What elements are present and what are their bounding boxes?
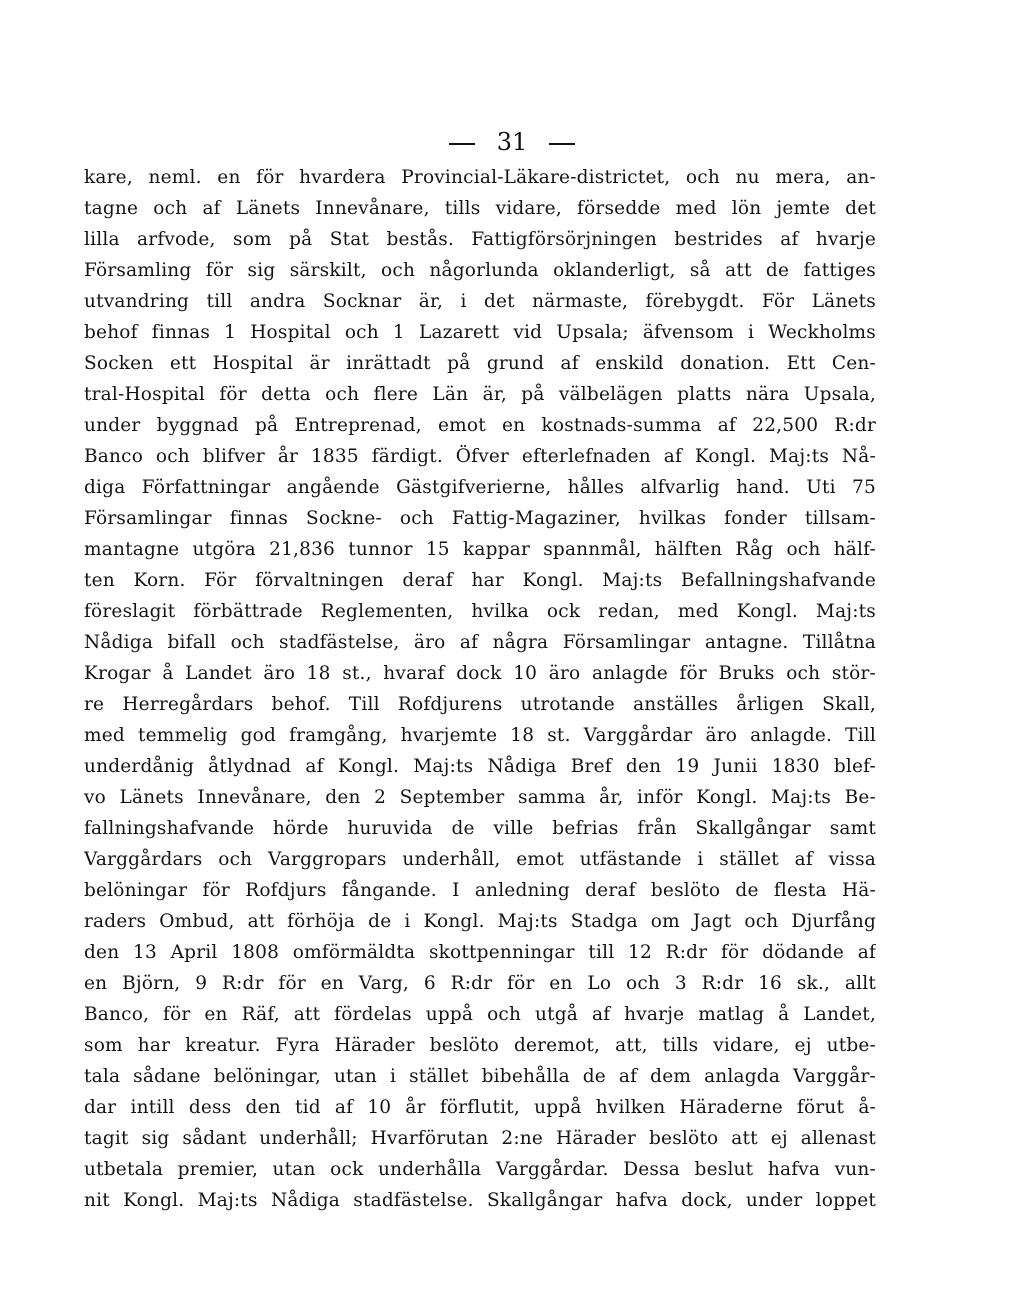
text-line-2: tagne och af Länets Innevånare, tills vidare, försedde med lön jemte det: [84, 198, 876, 219]
text-line-30: tala sådane belöningar, utan i stället bibehålla de af dem anlagda Varggår-: [84, 1066, 876, 1087]
text-line-23: Varggårdars och Varggropars underhåll, emot utfästande i stället af vissa: [84, 849, 876, 870]
text-line-26: den 13 April 1808 omförmäldta skottpenningar till 12 R:dr för dödande af: [84, 942, 876, 963]
text-line-1: kare, neml. en för hvardera Provincial-Läkare-districtet, och nu mera, an-: [84, 167, 876, 188]
text-line-25: raders Ombud, att förhöja de i Kongl. Maj:ts Stadga om Jagt och Djurfång: [84, 911, 876, 932]
text-line-12: Församlingar finnas Sockne- och Fattig-Magaziner, hvilkas fonder tillsam-: [84, 508, 876, 529]
text-line-4: Församling för sig särskilt, och någorlunda oklanderligt, så att de fattiges: [84, 260, 876, 281]
text-line-9: under byggnad på Entreprenad, emot en kostnads-summa af 22,500 R:dr: [84, 415, 876, 436]
text-line-7: Socken ett Hospital är inrättadt på grund af enskild donation. Ett Cen-: [84, 353, 876, 374]
text-line-5: utvandring till andra Socknar är, i det närmaste, förebygdt. För Länets: [84, 291, 876, 312]
text-line-33: utbetala premier, utan ock underhålla Varggårdar. Dessa beslut hafva vun-: [84, 1159, 876, 1180]
text-line-18: re Herregårdars behof. Till Rofdjurens utrotande anställes årligen Skall,: [84, 694, 876, 715]
text-line-20: underdånig åtlydnad af Kongl. Maj:ts Nådiga Bref den 19 Junii 1830 blef-: [84, 756, 876, 777]
text-line-3: lilla arfvode, som på Stat bestås. Fattigförsörjningen bestrides af hvarje: [84, 229, 876, 250]
text-line-17: Krogar å Landet äro 18 st., hvaraf dock 10 äro anlagde för Bruks och stör-: [84, 663, 876, 684]
text-line-6: behof finnas 1 Hospital och 1 Lazarett vid Upsala; äfvensom i Weckholms: [84, 322, 876, 343]
text-line-8: tral-Hospital för detta och flere Län är, på välbelägen platts nära Upsala,: [84, 384, 876, 405]
text-line-14: ten Korn. För förvaltningen deraf har Kongl. Maj:ts Befallningshafvande: [84, 570, 876, 591]
text-line-16: Nådiga bifall och stadfästelse, äro af några Församlingar antagne. Tillåtna: [84, 632, 876, 653]
text-line-24: belöningar för Rofdjurs fångande. I anledning deraf beslöto de flesta Hä-: [84, 880, 876, 901]
text-line-27: en Björn, 9 R:dr för en Varg, 6 R:dr för en Lo och 3 R:dr 16 sk., allt: [84, 973, 876, 994]
text-line-13: mantagne utgöra 21,836 tunnor 15 kappar spannmål, hälften Råg och hälf-: [84, 539, 876, 560]
text-line-21: vo Länets Innevånare, den 2 September samma år, inför Kongl. Maj:ts Be-: [84, 787, 876, 808]
header-dash-right: [549, 143, 575, 145]
text-line-15: föreslagit förbättrade Reglementen, hvilka ock redan, med Kongl. Maj:ts: [84, 601, 876, 622]
text-line-32: tagit sig sådant underhåll; Hvarförutan 2:ne Härader beslöto att ej allenast: [84, 1128, 876, 1149]
text-line-19: med temmelig god framgång, hvarjemte 18 st. Varggårdar äro anlagde. Till: [84, 725, 876, 746]
text-line-22: fallningshafvande hörde huruvida de ville befrias från Skallgångar samt: [84, 818, 876, 839]
page-number: 31: [496, 128, 528, 156]
header-dash-left: [449, 143, 475, 145]
text-line-31: dar intill dess den tid af 10 år förflutit, uppå hvilken Häraderne förut å-: [84, 1097, 876, 1118]
text-line-11: diga Författningar angående Gästgifverierne, hålles alfvarlig hand. Uti 75: [84, 477, 876, 498]
text-line-29: som har kreatur. Fyra Härader beslöto deremot, att, tills vidare, ej utbe-: [84, 1035, 876, 1056]
body-text: [84, 162, 876, 1216]
text-line-34: nit Kongl. Maj:ts Nådiga stadfästelse. Skallgångar hafva dock, under loppet: [84, 1190, 876, 1211]
text-line-28: Banco, för en Räf, att fördelas uppå och utgå af hvarje matlag å Landet,: [84, 1004, 876, 1025]
text-line-10: Banco och blifver år 1835 färdigt. Öfver efterlefnaden af Kongl. Maj:ts Nå-: [84, 446, 876, 467]
page-header: [0, 128, 1024, 156]
